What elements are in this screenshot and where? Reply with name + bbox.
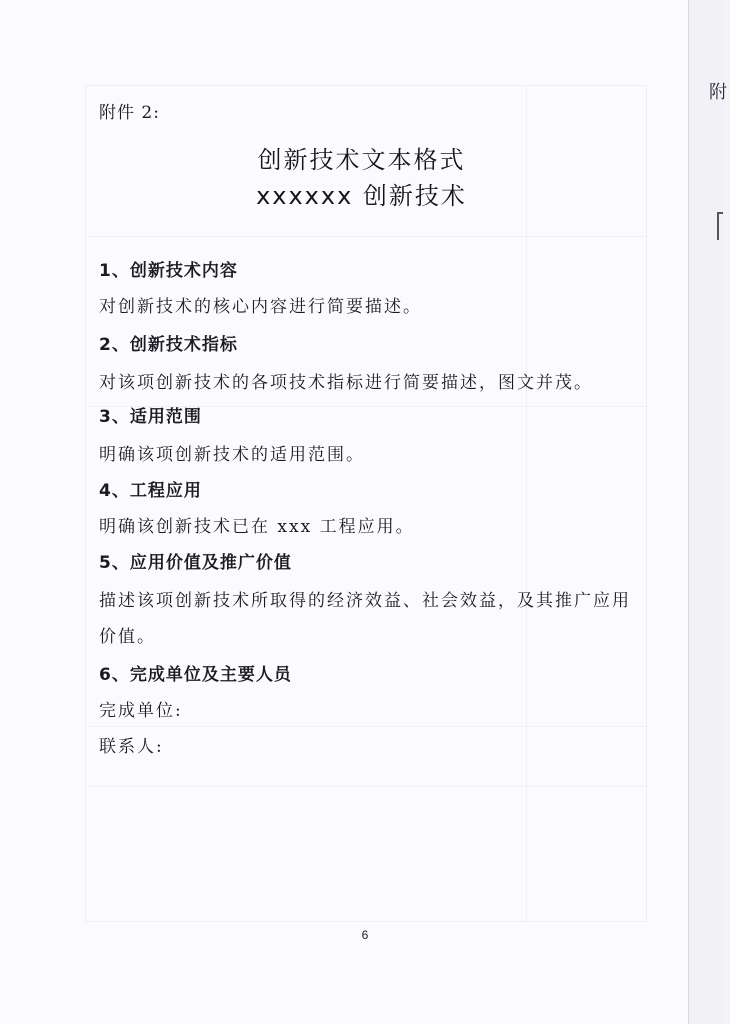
section-heading-3: 3、适用范围 bbox=[99, 407, 202, 427]
section-heading-1: 1、创新技术内容 bbox=[99, 261, 238, 281]
section-body-5-line-2: 价值。 bbox=[99, 627, 156, 647]
adjacent-page-mark bbox=[717, 212, 723, 240]
section-heading-5: 5、应用价值及推广价值 bbox=[99, 553, 292, 573]
adjacent-page-char: 附 bbox=[709, 82, 727, 103]
document-subtitle: xxxxxx 创新技术 bbox=[256, 182, 467, 210]
attachment-label: 附件 2: bbox=[99, 103, 160, 123]
section-body-5-line-1: 描述该项创新技术所取得的经济效益、社会效益，及其推广应用 bbox=[99, 591, 631, 611]
page-number: 6 bbox=[361, 928, 369, 942]
document-title: 创新技术文本格式 bbox=[257, 146, 466, 174]
completing-unit-label: 完成单位: bbox=[99, 701, 183, 721]
section-body-2: 对该项创新技术的各项技术指标进行简要描述，图文并茂。 bbox=[99, 373, 593, 393]
section-body-3: 明确该项创新技术的适用范围。 bbox=[99, 445, 365, 465]
section-heading-4: 4、工程应用 bbox=[99, 481, 202, 501]
section-body-1: 对创新技术的核心内容进行简要描述。 bbox=[99, 297, 422, 317]
section-heading-6: 6、完成单位及主要人员 bbox=[99, 665, 292, 685]
contact-person-label: 联系人: bbox=[99, 737, 164, 757]
adjacent-page-edge bbox=[688, 0, 724, 1024]
section-body-4: 明确该创新技术已在 xxx 工程应用。 bbox=[99, 517, 415, 537]
section-heading-2: 2、创新技术指标 bbox=[99, 335, 238, 355]
